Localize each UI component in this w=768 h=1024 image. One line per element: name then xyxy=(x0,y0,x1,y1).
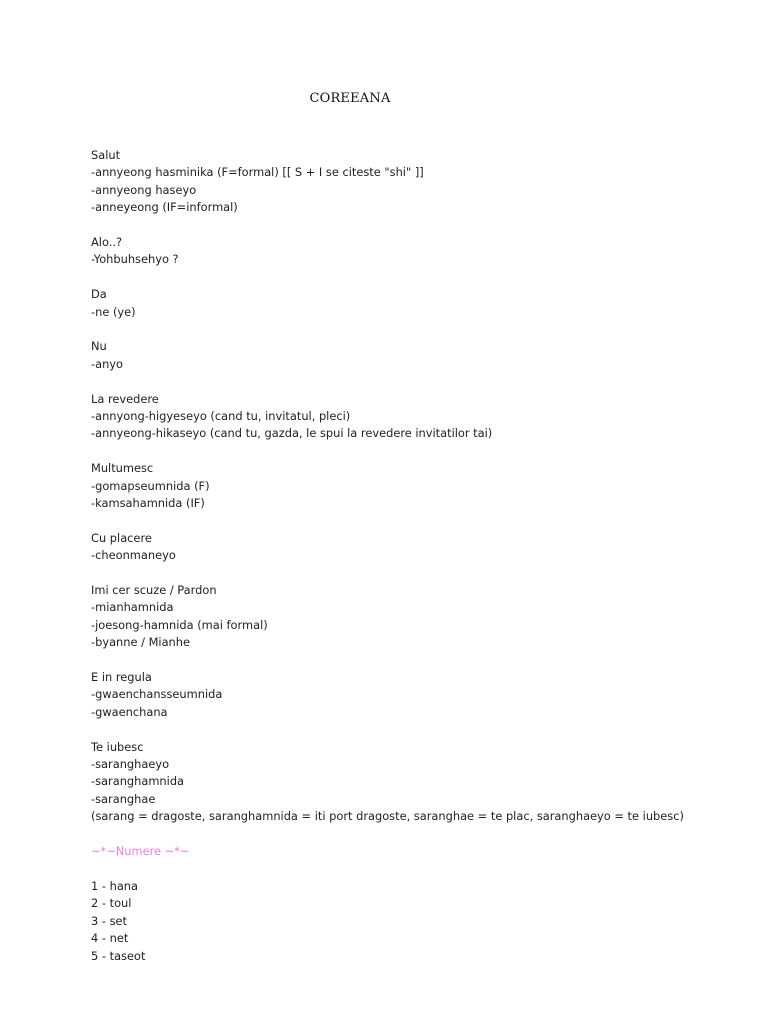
number-item: 4 - net xyxy=(91,931,129,946)
section-line: -annyeong hasminika (F=formal) [[ S + I se citeste "shi" ]] xyxy=(91,165,424,180)
section-salut xyxy=(91,147,691,217)
section-line: -mianhamnida xyxy=(91,600,174,615)
document-body xyxy=(91,147,691,982)
section-line: -anneyeong (IF=informal) xyxy=(91,200,238,215)
section-heading: Cu placere xyxy=(91,530,152,545)
number-item: 2 - toul xyxy=(91,896,132,911)
section-alo xyxy=(91,234,691,269)
section-line: -byanne / Mianhe xyxy=(91,635,191,650)
section-heading: Te iubesc xyxy=(91,739,144,754)
section-heading: Nu xyxy=(91,339,107,354)
section-imi-cer-scuze xyxy=(91,582,691,652)
section-line: -saranghamnida xyxy=(91,774,185,789)
section-te-iubesc xyxy=(91,739,691,826)
section-da xyxy=(91,286,691,321)
number-item: 1 - hana xyxy=(91,878,138,893)
numbers-heading: ~*~Numere ~*~ xyxy=(91,844,190,859)
section-e-in-regula xyxy=(91,669,691,721)
numbers-heading-block xyxy=(91,843,691,860)
section-line: -gomapseumnida (F) xyxy=(91,478,210,493)
number-item: 5 - taseot xyxy=(91,948,146,963)
section-line: -kamsahamnida (IF) xyxy=(91,496,205,511)
section-line: -joesong-hamnida (mai formal) xyxy=(91,617,268,632)
section-heading: Da xyxy=(91,287,107,302)
section-multumesc xyxy=(91,460,691,512)
section-line: -gwaenchana xyxy=(91,704,168,719)
section-line: -ne (ye) xyxy=(91,304,136,319)
numbers-list xyxy=(91,878,691,965)
section-line: -saranghaeyo xyxy=(91,757,170,772)
section-heading: E in regula xyxy=(91,670,152,685)
document-title: COREEANA xyxy=(309,91,391,106)
number-item: 3 - set xyxy=(91,913,128,928)
section-heading: Multumesc xyxy=(91,461,154,476)
section-heading: Salut xyxy=(91,148,121,162)
section-heading: Imi cer scuze / Pardon xyxy=(91,583,217,598)
section-line: -gwaenchansseumnida xyxy=(91,687,223,702)
section-line: -anyo xyxy=(91,356,124,371)
section-line: -Yohbuhsehyo ? xyxy=(91,252,179,267)
section-line: -annyong-higyeseyo (cand tu, invitatul, pleci) xyxy=(91,409,351,424)
section-line: -annyeong-hikaseyo (cand tu, gazda, le spui la revedere invitatilor tai) xyxy=(91,426,493,441)
section-line: -cheonmaneyo xyxy=(91,548,176,563)
section-cu-placere xyxy=(91,530,691,565)
section-heading: La revedere xyxy=(91,391,159,406)
section-heading: Alo..? xyxy=(91,235,123,250)
section-la-revedere xyxy=(91,391,691,443)
section-note: (sarang = dragoste, saranghamnida = iti port dragoste, saranghae = te plac, saranghaeyo = te iubesc) xyxy=(91,809,684,824)
section-nu xyxy=(91,338,691,373)
section-line: -saranghae xyxy=(91,791,156,806)
section-line: -annyeong haseyo xyxy=(91,182,197,197)
